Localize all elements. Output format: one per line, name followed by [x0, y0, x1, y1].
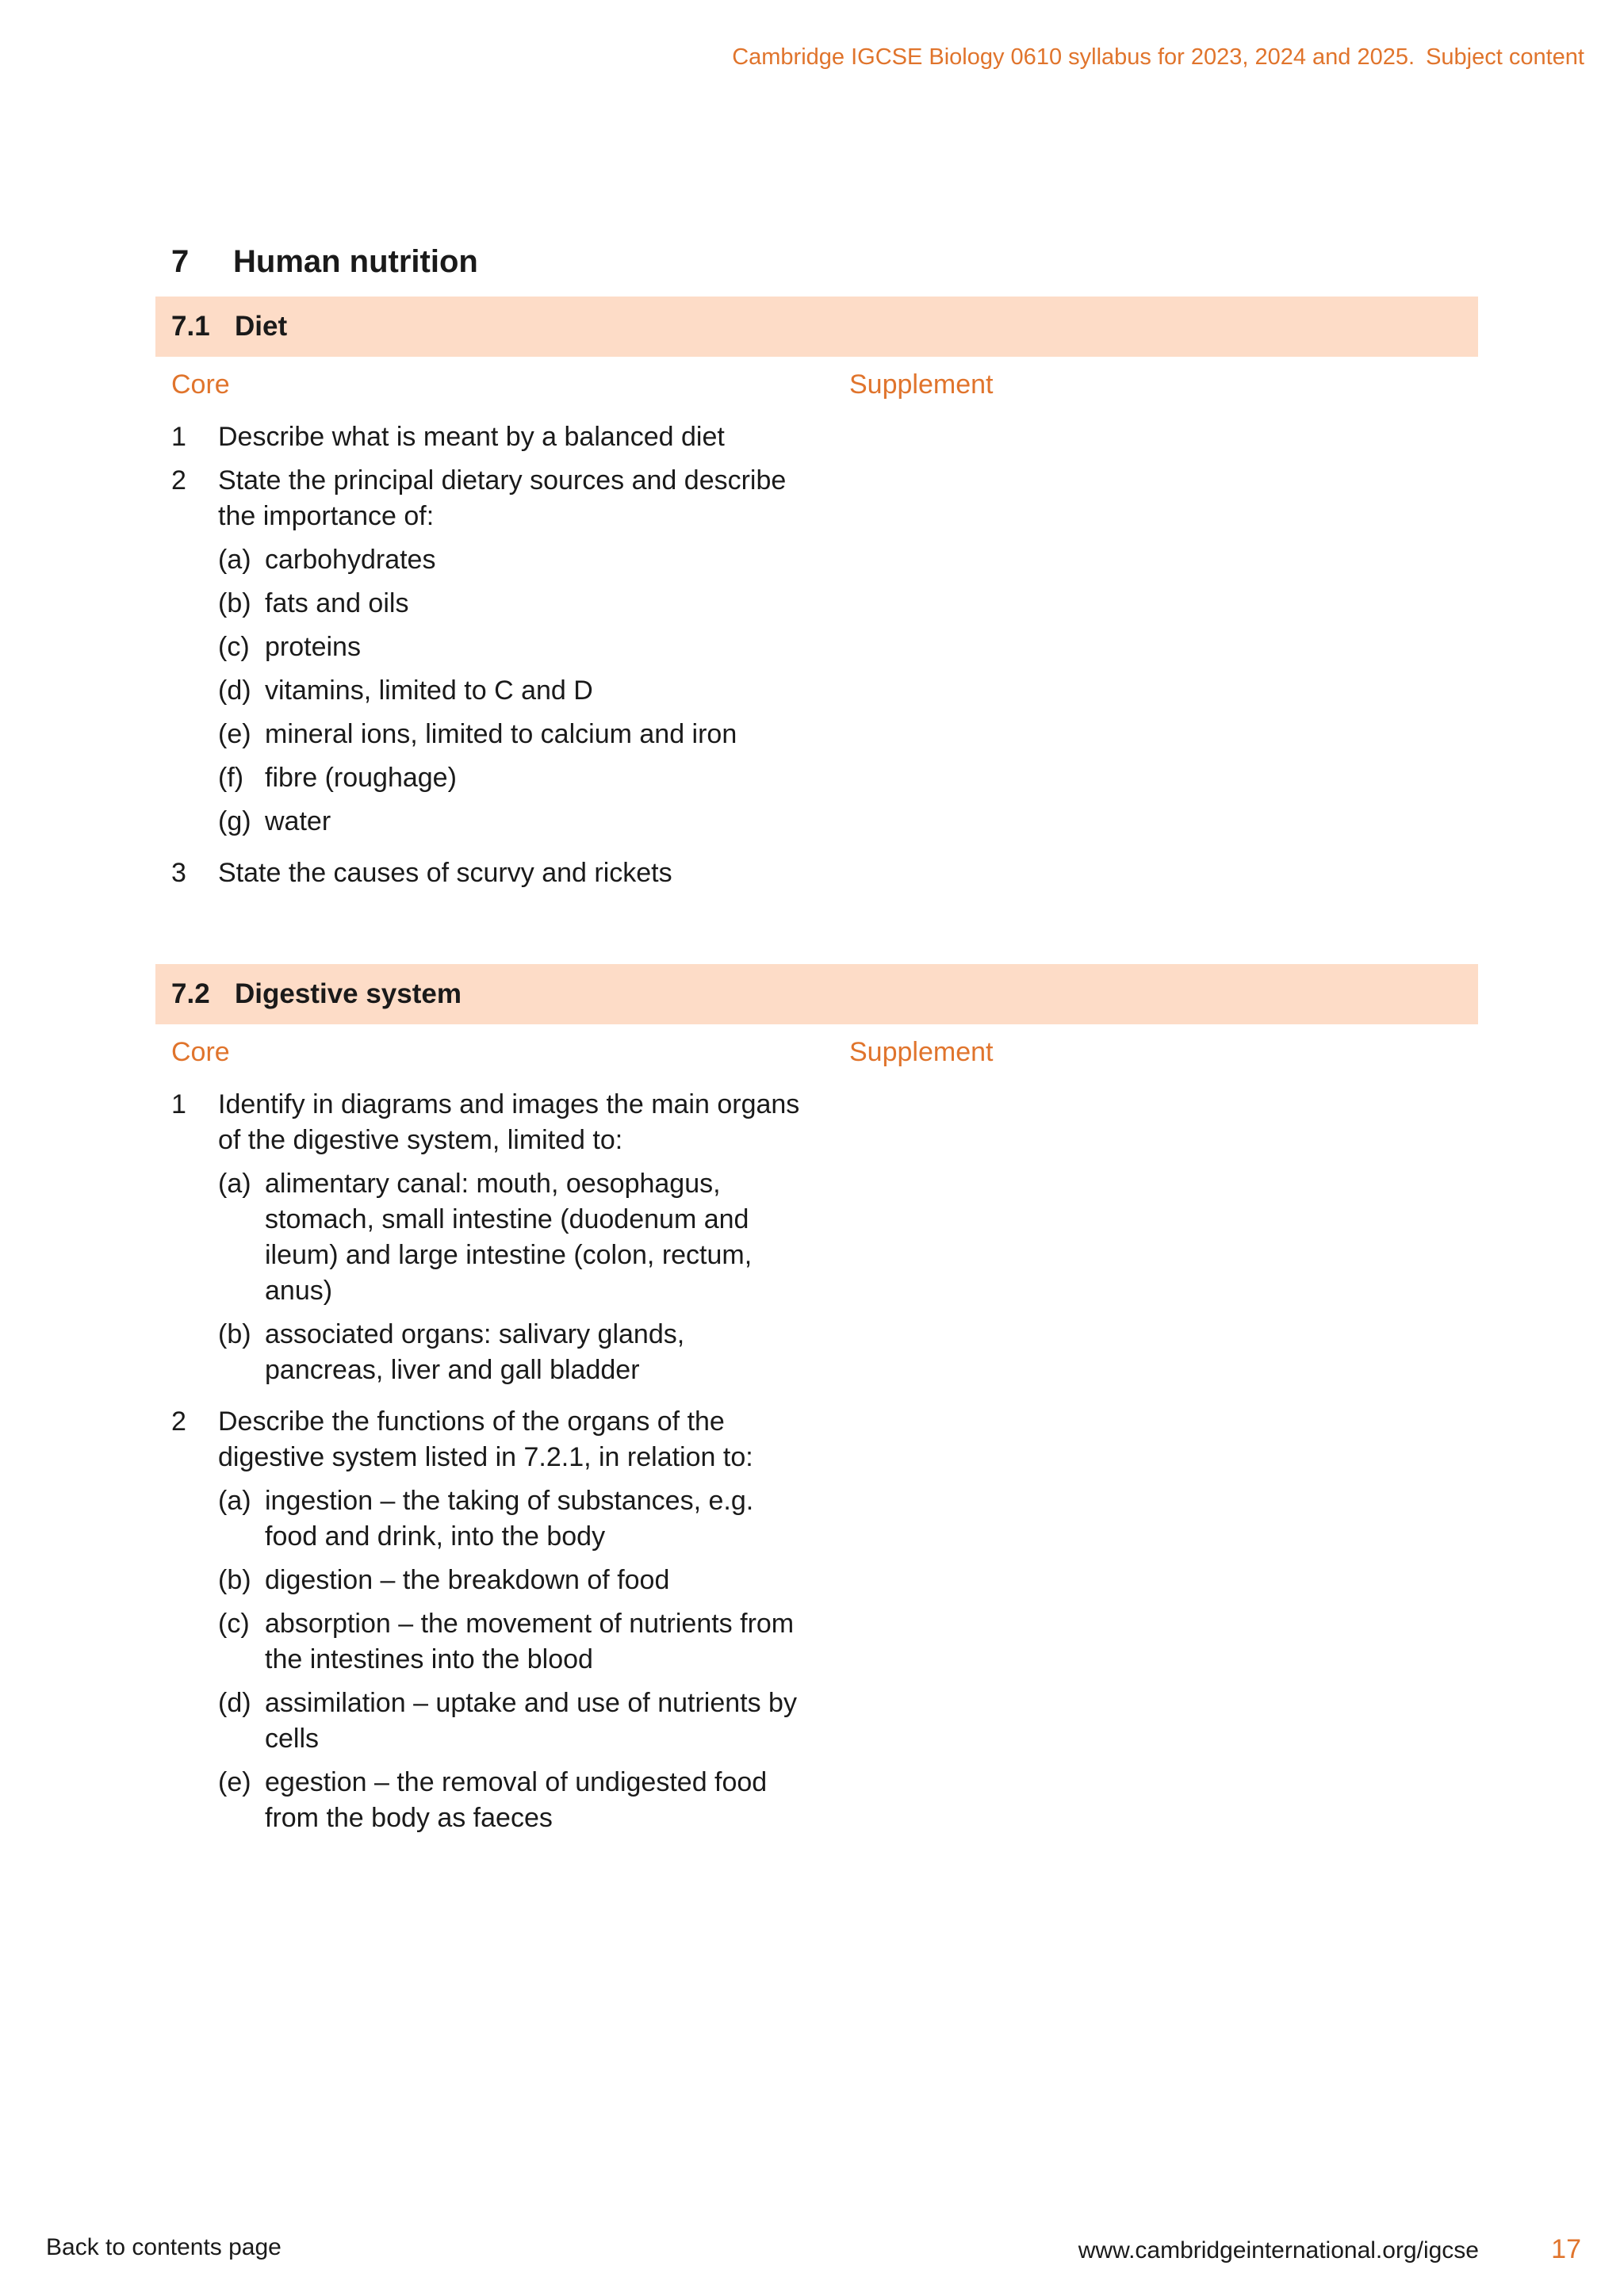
back-to-contents-link[interactable]: Back to contents page [46, 2234, 282, 2260]
header-title: Cambridge IGCSE Biology 0610 syllabus for 2023, 2024 and 2025. [732, 44, 1415, 70]
sub-item: (c) absorption – the movement of nutrients from the intestines into the blood [218, 1609, 795, 1674]
sub-item: (b) fats and oils [218, 588, 409, 618]
list-item: 1 Identify in diagrams and images the main organs of the digestive system, limited to: (a) alimentary canal: mouth, oesophagus, stomach, small intestine (duodenum and ileum) and large intestine (colon, rectum, anus) (b) associated organs: salivary glands, pancreas, liver and gall bladder [171, 1087, 806, 1388]
core-list-7-1 [171, 419, 806, 899]
section-title: Digestive system [235, 978, 462, 1009]
sub-item: (b) digestion – the breakdown of food [218, 1565, 670, 1595]
chapter-title: Human nutrition [233, 244, 478, 279]
core-list-7-2 [171, 1087, 806, 1844]
sub-item: (e) egestion – the removal of undigested food from the body as faeces [218, 1767, 768, 1833]
core-column-heading: Core [171, 1037, 230, 1067]
sub-item: (d) vitamins, limited to C and D [218, 675, 593, 706]
list-item: 2 State the principal dietary sources and describe the importance of: (a) carbohydrates (b) fats and oils (c) proteins (d) vitamins, limited to C and D (e) mineral ions, limited to calcium and iron (f) fibre (roughage) (g) water [171, 463, 806, 840]
supplement-column-heading: Supplement [849, 369, 994, 400]
header-section: Subject content [1426, 44, 1584, 70]
chapter-number: 7 [171, 244, 190, 279]
list-item: 3 State the causes of scurvy and rickets [171, 858, 672, 888]
chapter-heading [171, 244, 478, 280]
page-number: 17 [1551, 2234, 1581, 2264]
sub-item: (e) mineral ions, limited to calcium and iron [218, 719, 737, 749]
sub-item: (d) assimilation – uptake and use of nutrients by cells [218, 1688, 797, 1754]
supplement-column-heading: Supplement [849, 1037, 994, 1067]
section-bar-7-2 [155, 964, 1478, 1024]
section-number: 7.2 [171, 978, 210, 1009]
sub-item: (b) associated organs: salivary glands, pancreas, liver and gall bladder [218, 1319, 685, 1385]
sub-item: (g) water [218, 806, 331, 836]
sub-item: (a) ingestion – the taking of substances, e.g. food and drink, into the body [218, 1486, 754, 1552]
sub-item: (c) proteins [218, 632, 361, 662]
section-number: 7.1 [171, 311, 210, 342]
sub-item: (a) alimentary canal: mouth, oesophagus, stomach, small intestine (duodenum and ileum) and large intestine (colon, rectum, anus) [218, 1169, 753, 1306]
sub-item: (a) carbohydrates [218, 545, 436, 575]
section-bar-7-1 [155, 297, 1478, 357]
list-item: 1 Describe what is meant by a balanced diet [171, 422, 725, 452]
sub-item: (f) fibre (roughage) [218, 763, 457, 793]
running-header [732, 44, 1584, 71]
section-title: Diet [235, 311, 288, 342]
website-url: www.cambridgeinternational.org/igcse [1078, 2237, 1479, 2263]
list-item: 2 Describe the functions of the organs of the digestive system listed in 7.2.1, in relation to: (a) ingestion – the taking of substances, e.g. food and drink, into the body (b) digestion – the breakdown of food (c) absorption – the movement of nutrients from the intestines into the blood (d) assimilation – uptake and use of nutrients by cells (e) egestion – the removal of undigested food from the body as faeces [171, 1404, 806, 1836]
core-column-heading: Core [171, 369, 230, 400]
